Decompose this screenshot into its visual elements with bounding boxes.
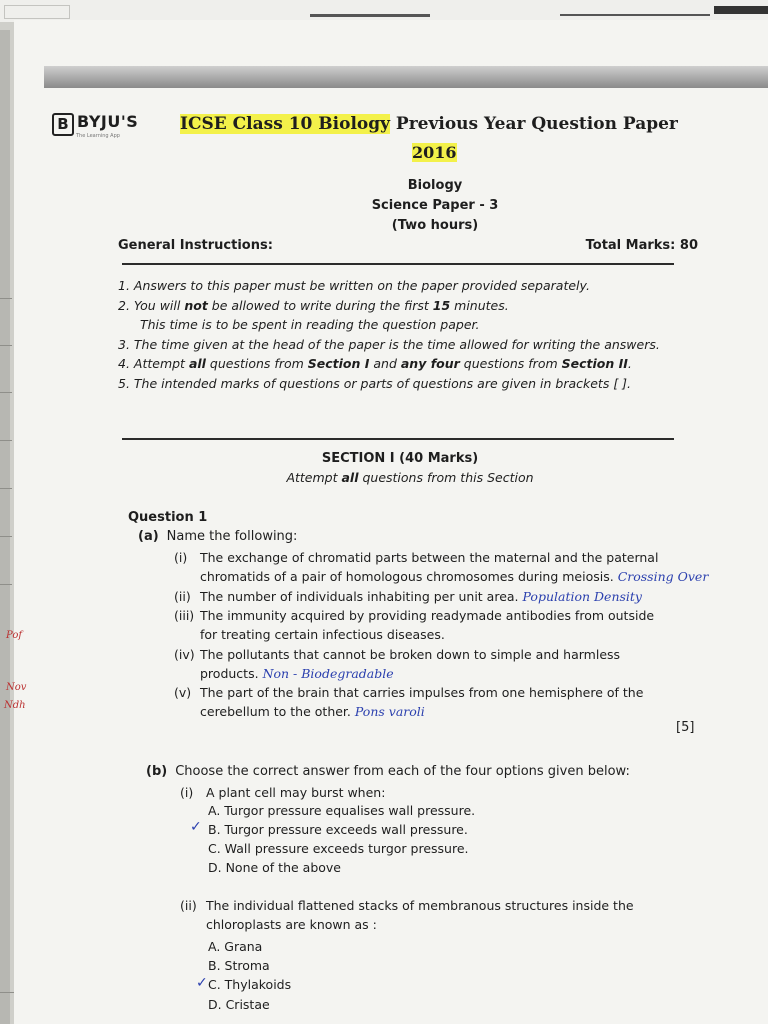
instruction-5: 5. The intended marks of questions or parts of questions are given in brackets [ ]. [118, 375, 632, 391]
margin-line [0, 345, 12, 346]
margin-scribble: Nov [6, 682, 27, 693]
check-mark-icon: ✓ [196, 975, 208, 991]
part-a-label: (a) Name the following: [138, 529, 298, 544]
mcq-option: C. Wall pressure exceeds turgor pressure. [208, 841, 469, 856]
general-instructions-label: General Instructions: [118, 238, 273, 253]
duration: (Two hours) [391, 218, 479, 233]
margin-line [0, 488, 12, 489]
binding-edge [0, 30, 10, 1024]
mcq-question: (i) A plant cell may burst when: [180, 785, 386, 800]
question-item: (v) The part of the brain that carries impulses from one hemisphere of the cerebellum to the other. Pons varoli [174, 685, 644, 719]
section-subheading: Attempt all questions from this Section [286, 470, 534, 485]
scan-mark [560, 14, 710, 16]
mcq-option: C. Thylakoids [208, 977, 292, 992]
margin-scribble: Ndh [4, 700, 26, 711]
total-marks: Total Marks: 80 [585, 238, 698, 253]
scan-top-strip [0, 0, 768, 22]
question-item: (i) The exchange of chromatid parts between the maternal and the paternal chromatids of a pair of homologous chromosomes during meiosis. Crossing Over [174, 550, 709, 584]
mcq-option: A. Grana [208, 939, 263, 954]
instruction-1: 1. Answers to this paper must be written on the paper provided separately. [118, 278, 590, 293]
mcq-question: (ii) The individual flattened stacks of membranous structures inside the chloroplasts are known as : [180, 898, 634, 932]
paper-info [300, 176, 570, 236]
scan-mark [310, 14, 430, 17]
handwritten-answer: Crossing Over [617, 569, 709, 584]
logo-b-icon: B [52, 113, 74, 136]
title-highlighted: ICSE Class 10 Biology [180, 114, 391, 134]
paper-year: 2016 [412, 143, 457, 162]
margin-line [0, 392, 12, 393]
handwritten-answer: Pons varoli [354, 704, 425, 719]
margin-line [0, 440, 12, 441]
part-b-label: (b) Choose the correct answer from each of the four options given below: [146, 764, 630, 779]
divider [122, 438, 674, 440]
margin-line [0, 584, 12, 585]
mcq-option: B. Turgor pressure exceeds wall pressure. [208, 822, 468, 837]
logo-name: BYJU'S [77, 112, 139, 131]
logo-tagline: The Learning App [76, 133, 120, 139]
mcq-option: D. Cristae [208, 997, 270, 1012]
header-gray-bar [44, 66, 768, 88]
mcq-option: D. None of the above [208, 860, 341, 875]
scan-tab-outline [4, 5, 70, 19]
marks-bracket: [5] [676, 720, 695, 735]
margin-scribble: Pof [6, 630, 23, 641]
instruction-2: 2. You will not be allowed to write during the first 15 minutes. [118, 297, 509, 313]
handwritten-answer: Population Density [522, 589, 642, 604]
divider [122, 263, 674, 265]
instruction-4: 4. Attempt all questions from Section I and any four questions from Section II. [118, 356, 632, 371]
instructions-list [118, 276, 682, 393]
scan-mark [714, 6, 768, 14]
subject: Biology [407, 178, 463, 193]
title-rest: Previous Year Question Paper [390, 114, 678, 134]
instruction-3: 3. The time given at the head of the paper is the time allowed for writing the answers. [118, 336, 660, 352]
mcq-option: A. Turgor pressure equalises wall pressure. [208, 803, 476, 818]
handwritten-answer: Non - Biodegradable [262, 666, 394, 681]
section-heading: SECTION I (40 Marks) [321, 451, 479, 466]
question-1-label: Question 1 [128, 510, 208, 525]
mcq-option: B. Stroma [208, 958, 270, 973]
question-item: (iv) The pollutants that cannot be broken down to simple and harmless products. Non - Biodegradable [174, 647, 621, 681]
paper-number: Science Paper - 3 [371, 198, 499, 213]
paper-title [180, 114, 720, 134]
check-mark-icon: ✓ [190, 819, 202, 835]
question-item: (iii) The immunity acquired by providing readymade antibodies from outside for treating certain infectious diseases. [174, 608, 655, 642]
question-item: (ii) The number of individuals inhabiting per unit area. Population Density [174, 589, 642, 604]
instruction-2-cont: This time is to be spent in reading the question paper. [140, 317, 480, 332]
byjus-logo [52, 112, 139, 139]
margin-line [0, 298, 12, 299]
margin-line [0, 536, 12, 537]
